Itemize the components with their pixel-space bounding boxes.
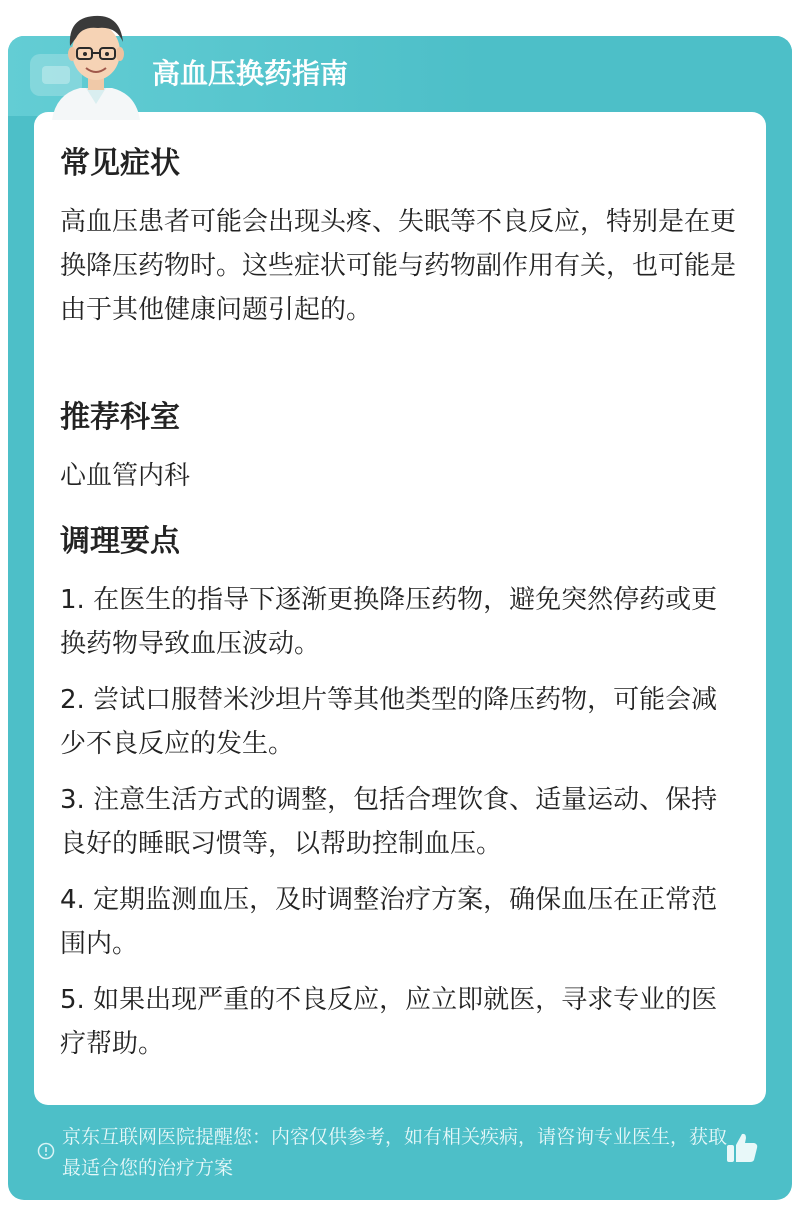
- section-heading-department: 推荐科室: [60, 400, 180, 435]
- care-point-item: 4. 定期监测血压，及时调整治疗方案，确保血压在正常范围内。: [60, 885, 718, 959]
- department-text: 心血管内科: [60, 461, 191, 491]
- thumbs-up-icon[interactable]: [724, 1130, 760, 1166]
- info-icon: [37, 1142, 55, 1160]
- care-point-item: 3. 注意生活方式的调整，包括合理饮食、适量运动、保持良好的睡眠习惯等，以帮助控制血压。: [60, 785, 718, 859]
- section-heading-symptoms: 常见症状: [60, 146, 180, 181]
- page-title: 高血压换药指南: [152, 57, 349, 90]
- disclaimer-text: 京东互联网医院提醒您：内容仅供参考，如有相关疾病，请咨询专业医生，获取最适合您的治疗方案: [62, 1126, 728, 1179]
- care-point-item: 5. 如果出现严重的不良反应，应立即就医，寻求专业的医疗帮助。: [60, 985, 718, 1059]
- care-point-item: 1. 在医生的指导下逐渐更换降压药物，避免突然停药或更换药物导致血压波动。: [60, 585, 718, 659]
- section-heading-care-points: 调理要点: [60, 524, 180, 559]
- symptoms-text: 高血压患者可能会出现头疼、失眠等不良反应，特别是在更换降压药物时。这些症状可能与药物副作用有关，也可能是由于其他健康问题引起的。: [60, 207, 737, 325]
- content-panel: [34, 112, 766, 1105]
- doctor-avatar: [46, 8, 146, 120]
- care-point-item: 2. 尝试口服替米沙坦片等其他类型的降压药物，可能会减少不良反应的发生。: [60, 685, 718, 759]
